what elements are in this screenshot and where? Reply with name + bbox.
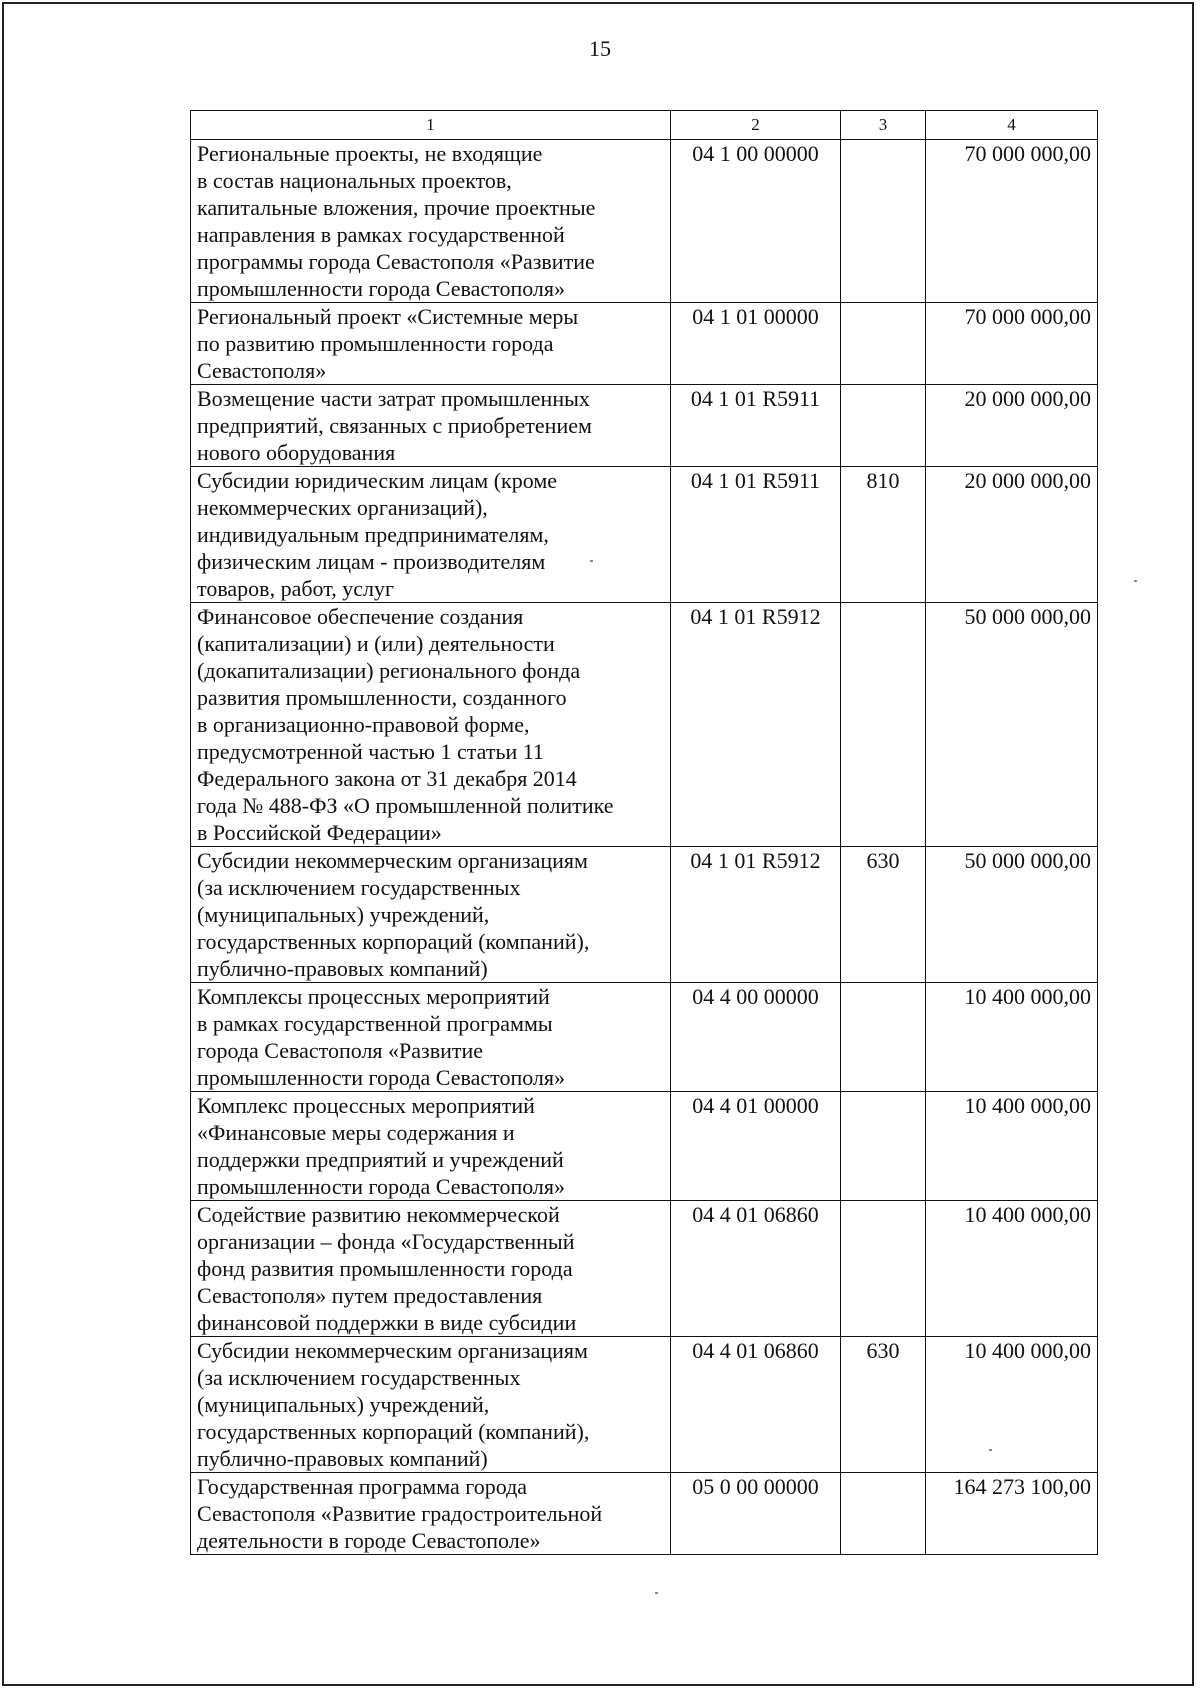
row-name-line: государственных корпораций (компаний), bbox=[197, 929, 590, 954]
row-code-cell: 04 1 01 R5912 bbox=[671, 847, 841, 983]
row-name-line: организации – фонда «Государственный bbox=[197, 1229, 575, 1254]
row-type-cell bbox=[841, 385, 926, 467]
row-name-line: (муниципальных) учреждений, bbox=[197, 902, 490, 927]
row-name-line: некоммерческих организаций), bbox=[197, 495, 488, 520]
row-name-line: в организационно-правовой форме, bbox=[197, 712, 530, 737]
row-amount-cell: 50 000 000,00 bbox=[926, 847, 1098, 983]
row-name-line: программы города Севастополя «Развитие bbox=[197, 249, 595, 274]
row-code-cell: 04 1 01 00000 bbox=[671, 303, 841, 385]
row-name-cell bbox=[191, 1201, 671, 1337]
table-row bbox=[191, 983, 1098, 1092]
row-name-cell bbox=[191, 1473, 671, 1555]
row-amount-cell: 50 000 000,00 bbox=[926, 603, 1098, 847]
row-type-cell bbox=[841, 1092, 926, 1201]
row-type-cell bbox=[841, 1201, 926, 1337]
row-name-line: Комплекс процессных мероприятий bbox=[197, 1093, 535, 1118]
row-name-line: поддержки предприятий и учреждений bbox=[197, 1147, 564, 1172]
row-name-cell bbox=[191, 1092, 671, 1201]
row-code-cell: 04 1 01 R5911 bbox=[671, 467, 841, 603]
budget-table bbox=[190, 110, 1098, 1555]
row-code-cell: 05 0 00 00000 bbox=[671, 1473, 841, 1555]
row-name-line: Субсидии юридическим лицам (кроме bbox=[197, 468, 558, 493]
row-name-line: государственных корпораций (компаний), bbox=[197, 1419, 590, 1444]
row-amount-cell: 10 400 000,00 bbox=[926, 983, 1098, 1092]
row-amount-cell: 70 000 000,00 bbox=[926, 303, 1098, 385]
scan-artifact bbox=[590, 560, 593, 562]
row-name-line: Севастополя» bbox=[197, 358, 327, 383]
row-name-line: Субсидии некоммерческим организациям bbox=[197, 848, 588, 873]
table-row bbox=[191, 140, 1098, 303]
row-name-line: в состав национальных проектов, bbox=[197, 168, 512, 193]
row-type-cell bbox=[841, 140, 926, 303]
row-name-cell bbox=[191, 983, 671, 1092]
row-name-line: Севастополя «Развитие градостроительной bbox=[197, 1501, 603, 1526]
scan-artifact bbox=[655, 1592, 658, 1594]
row-name-line: (за исключением государственных bbox=[197, 875, 521, 900]
row-name-line: Государственная программа города bbox=[197, 1474, 528, 1499]
table-row bbox=[191, 1092, 1098, 1201]
row-name-line: (капитализации) и (или) деятельности bbox=[197, 631, 555, 656]
row-name-line: Комплексы процессных мероприятий bbox=[197, 984, 550, 1009]
scan-artifact bbox=[989, 1449, 992, 1451]
row-amount-cell: 10 400 000,00 bbox=[926, 1201, 1098, 1337]
table-header-row bbox=[191, 111, 1098, 140]
row-name-line: направления в рамках государственной bbox=[197, 222, 565, 247]
row-name-line: капитальные вложения, прочие проектные bbox=[197, 195, 596, 220]
row-code-cell: 04 1 00 00000 bbox=[671, 140, 841, 303]
row-name-line: в рамках государственной программы bbox=[197, 1011, 553, 1036]
row-amount-cell: 20 000 000,00 bbox=[926, 385, 1098, 467]
row-type-cell bbox=[841, 603, 926, 847]
table-row bbox=[191, 847, 1098, 983]
row-name-line: публично-правовых компаний) bbox=[197, 956, 488, 981]
row-name-line: нового оборудования bbox=[197, 440, 396, 465]
row-type-cell bbox=[841, 303, 926, 385]
row-name-line: промышленности города Севастополя» bbox=[197, 276, 566, 301]
row-name-line: Субсидии некоммерческим организациям bbox=[197, 1338, 588, 1363]
row-name-line: Региональные проекты, не входящие bbox=[197, 141, 543, 166]
table-row bbox=[191, 1337, 1098, 1473]
row-name-line: финансовой поддержки в виде субсидии bbox=[197, 1310, 577, 1335]
row-name-line: публично-правовых компаний) bbox=[197, 1446, 488, 1471]
row-name-line: «Финансовые меры содержания и bbox=[197, 1120, 515, 1145]
table-row bbox=[191, 467, 1098, 603]
row-name-line: Содействие развитию некоммерческой bbox=[197, 1202, 560, 1227]
row-code-cell: 04 1 01 R5911 bbox=[671, 385, 841, 467]
row-name-line: года № 488-ФЗ «О промышленной политике bbox=[197, 793, 614, 818]
row-amount-cell: 10 400 000,00 bbox=[926, 1092, 1098, 1201]
column-header-code: 2 bbox=[671, 111, 841, 140]
row-name-line: деятельности в городе Севастополе» bbox=[197, 1528, 541, 1553]
row-name-cell bbox=[191, 603, 671, 847]
row-amount-cell: 10 400 000,00 bbox=[926, 1337, 1098, 1473]
row-name-line: физическим лицам - производителям bbox=[197, 549, 546, 574]
row-code-cell: 04 4 01 06860 bbox=[671, 1201, 841, 1337]
row-name-line: Финансовое обеспечение создания bbox=[197, 604, 524, 629]
row-name-line: в Российской Федерации» bbox=[197, 820, 442, 845]
row-code-cell: 04 4 00 00000 bbox=[671, 983, 841, 1092]
row-name-line: предприятий, связанных с приобретением bbox=[197, 413, 592, 438]
table-row bbox=[191, 303, 1098, 385]
row-code-cell: 04 1 01 R5912 bbox=[671, 603, 841, 847]
row-type-cell: 630 bbox=[841, 1337, 926, 1473]
row-amount-cell: 20 000 000,00 bbox=[926, 467, 1098, 603]
row-name-cell bbox=[191, 467, 671, 603]
row-name-line: индивидуальным предпринимателям, bbox=[197, 522, 549, 547]
row-name-cell bbox=[191, 303, 671, 385]
row-name-cell bbox=[191, 1337, 671, 1473]
row-type-cell bbox=[841, 983, 926, 1092]
row-amount-cell: 164 273 100,00 bbox=[926, 1473, 1098, 1555]
table-row bbox=[191, 385, 1098, 467]
column-header-type: 3 bbox=[841, 111, 926, 140]
row-name-line: фонд развития промышленности города bbox=[197, 1256, 573, 1281]
row-name-line: города Севастополя «Развитие bbox=[197, 1038, 484, 1063]
table-row bbox=[191, 603, 1098, 847]
row-code-cell: 04 4 01 00000 bbox=[671, 1092, 841, 1201]
row-amount-cell: 70 000 000,00 bbox=[926, 140, 1098, 303]
row-name-line: Региональный проект «Системные меры bbox=[197, 304, 579, 329]
row-name-cell bbox=[191, 847, 671, 983]
row-name-line: промышленности города Севастополя» bbox=[197, 1174, 566, 1199]
row-code-cell: 04 4 01 06860 bbox=[671, 1337, 841, 1473]
row-name-line: промышленности города Севастополя» bbox=[197, 1065, 566, 1090]
row-name-line: развития промышленности, созданного bbox=[197, 685, 567, 710]
row-type-cell bbox=[841, 1473, 926, 1555]
row-name-line: Севастополя» путем предоставления bbox=[197, 1283, 543, 1308]
row-name-line: Федерального закона от 31 декабря 2014 bbox=[197, 766, 577, 791]
table-body bbox=[191, 140, 1098, 1555]
row-name-line: товаров, работ, услуг bbox=[197, 576, 394, 601]
row-name-line: (муниципальных) учреждений, bbox=[197, 1392, 490, 1417]
page-number: 15 bbox=[589, 36, 611, 61]
table-row bbox=[191, 1201, 1098, 1337]
row-name-cell bbox=[191, 385, 671, 467]
row-name-line: (за исключением государственных bbox=[197, 1365, 521, 1390]
row-name-line: (докапитализации) регионального фонда bbox=[197, 658, 581, 683]
row-name-line: по развитию промышленности города bbox=[197, 331, 554, 356]
row-name-line: Возмещение части затрат промышленных bbox=[197, 386, 590, 411]
scan-artifact bbox=[1134, 580, 1137, 582]
table-row bbox=[191, 1473, 1098, 1555]
column-header-amount: 4 bbox=[926, 111, 1098, 140]
column-header-name: 1 bbox=[191, 111, 671, 140]
row-type-cell: 810 bbox=[841, 467, 926, 603]
row-name-cell bbox=[191, 140, 671, 303]
row-type-cell: 630 bbox=[841, 847, 926, 983]
row-name-line: предусмотренной частью 1 статьи 11 bbox=[197, 739, 544, 764]
